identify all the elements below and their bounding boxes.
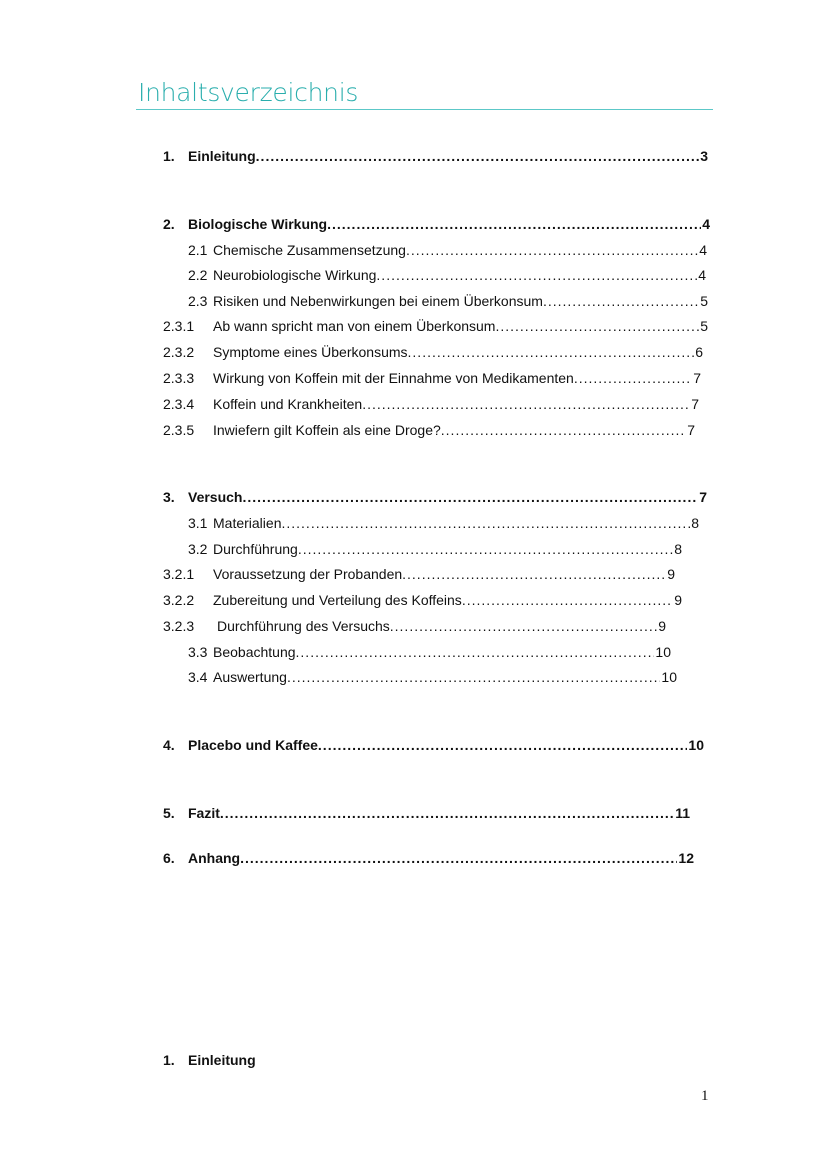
toc-entry-title: Neurobiologische Wirkung	[213, 267, 377, 283]
toc-entry-title: Symptome eines Überkonsums	[213, 344, 408, 360]
section-heading-title: Einleitung	[188, 1052, 256, 1068]
dot-leader	[462, 591, 673, 609]
dot-leader	[298, 540, 673, 558]
toc-entry-number: 2.3.2	[163, 344, 195, 360]
toc-entry-page: 6	[695, 344, 703, 360]
toc-entry-number: 3.2.1	[163, 566, 195, 582]
toc-entry[interactable]	[163, 540, 682, 558]
toc-entry-page: 4	[698, 267, 706, 283]
toc-entry[interactable]	[163, 804, 690, 822]
toc-entry-page: 9	[667, 566, 675, 582]
toc-entry[interactable]	[163, 369, 701, 387]
page-number: 1	[701, 1088, 709, 1104]
toc-entry-title: Anhang	[188, 850, 241, 866]
section-heading	[163, 1052, 256, 1068]
toc-entry-page: 10	[688, 737, 704, 753]
toc-entry[interactable]	[163, 643, 671, 661]
toc-entry-title: Auswertung	[213, 669, 287, 685]
dot-leader	[287, 668, 660, 686]
dot-leader	[281, 514, 690, 532]
toc-entry-number: 3.3	[188, 644, 208, 660]
section-heading-number: 1.	[163, 1052, 175, 1068]
toc-entry[interactable]	[163, 147, 708, 165]
toc-entry-number: 2.3.4	[163, 396, 195, 412]
toc-entry[interactable]	[163, 421, 695, 439]
toc-entry-title: Koffein und Krankheiten	[213, 396, 363, 412]
dot-leader	[390, 617, 657, 635]
toc-entry[interactable]	[163, 292, 708, 310]
toc-entry[interactable]	[163, 617, 666, 635]
dot-leader	[220, 804, 674, 822]
toc-entry-page: 3	[700, 148, 708, 164]
dot-leader	[574, 369, 692, 387]
toc-entry-title: Voraussetzung der Probanden	[213, 566, 403, 582]
toc-entry[interactable]	[163, 241, 707, 259]
toc-entry-title: Durchführung	[213, 541, 298, 557]
toc-entry-page: 9	[674, 592, 682, 608]
dot-leader	[408, 343, 695, 361]
toc-entry-number: 4.	[163, 737, 175, 753]
toc-entry-number: 2.1	[188, 242, 208, 258]
dot-leader	[543, 292, 699, 310]
toc-entry-number: 3.2	[188, 541, 208, 557]
toc-entry-number: 5.	[163, 805, 175, 821]
toc-entry-page: 7	[693, 370, 701, 386]
toc-entry-title: Durchführung des Versuchs	[217, 618, 390, 634]
toc-entry-number: 3.1	[188, 515, 208, 531]
dot-leader	[327, 215, 701, 233]
dot-leader	[376, 266, 697, 284]
toc-entry[interactable]	[163, 591, 682, 609]
toc-entry-page: 5	[700, 318, 708, 334]
toc-entry-number: 6.	[163, 850, 175, 866]
toc-entry-page: 10	[661, 669, 677, 685]
toc-entry-number: 2.3	[188, 293, 208, 309]
toc-entry[interactable]	[163, 395, 699, 413]
toc-entry[interactable]	[163, 736, 704, 754]
toc-entry-page: 9	[658, 618, 666, 634]
dot-leader	[240, 849, 677, 867]
toc-entry[interactable]	[163, 266, 706, 284]
toc-entry-page: 7	[691, 396, 699, 412]
toc-entry-page: 7	[687, 422, 695, 438]
dot-leader	[406, 241, 698, 259]
toc-title: Inhaltsverzeichnis	[138, 78, 359, 107]
toc-entry[interactable]	[163, 215, 710, 233]
toc-entry-title: Chemische Zusammensetzung	[213, 242, 406, 258]
toc-entry-number: 2.2	[188, 267, 208, 283]
toc-entry[interactable]	[163, 343, 703, 361]
toc-entry[interactable]	[163, 668, 677, 686]
toc-entry-number: 3.2.2	[163, 592, 195, 608]
toc-entry-number: 2.3.3	[163, 370, 195, 386]
toc-entry-number: 2.	[163, 216, 175, 232]
toc-entry-title: Materialien	[213, 515, 282, 531]
dot-leader	[256, 147, 700, 165]
toc-entry[interactable]	[163, 317, 708, 335]
toc-entry[interactable]	[163, 514, 699, 532]
dot-leader	[441, 421, 686, 439]
toc-entry-title: Versuch	[188, 489, 243, 505]
toc-entry-title: Risiken und Nebenwirkungen bei einem Überkonsum	[213, 293, 543, 309]
toc-entry-title: Fazit	[188, 805, 220, 821]
toc-entry-page: 8	[691, 515, 699, 531]
toc-entry-page: 8	[674, 541, 682, 557]
dot-leader	[402, 565, 666, 583]
toc-entry-title: Placebo und Kaffee	[188, 737, 318, 753]
toc-entry-number: 2.3.1	[163, 318, 195, 334]
toc-entry-title: Biologische Wirkung	[188, 216, 328, 232]
toc-entry-page: 10	[655, 644, 671, 660]
toc-entry-page: 4	[699, 242, 707, 258]
toc-entry-page: 11	[675, 805, 690, 821]
toc-entry[interactable]	[163, 849, 694, 867]
toc-entry-title: Inwiefern gilt Koffein als eine Droge?	[213, 422, 441, 438]
toc-entry-title: Ab wann spricht man von einem Überkonsum	[213, 318, 496, 334]
toc-entry-page: 12	[678, 850, 694, 866]
toc-entry-number: 3.	[163, 489, 175, 505]
toc-entry-number: 3.4	[188, 669, 208, 685]
dot-leader	[495, 317, 699, 335]
toc-entry-number: 1.	[163, 148, 175, 164]
toc-entry-page: 4	[702, 216, 710, 232]
title-underline	[136, 109, 713, 110]
toc-entry-title: Beobachtung	[213, 644, 296, 660]
toc-entry-number: 3.2.3	[163, 618, 195, 634]
dot-leader	[296, 643, 655, 661]
toc-entry[interactable]	[163, 565, 675, 583]
dot-leader	[318, 736, 688, 754]
toc-entry-page: 7	[699, 489, 707, 505]
dot-leader	[362, 395, 690, 413]
toc-entry-page: 5	[700, 293, 708, 309]
toc-entry-title: Einleitung	[188, 148, 256, 164]
dot-leader	[242, 488, 698, 506]
toc-entry-title: Zubereitung und Verteilung des Koffeins	[213, 592, 462, 608]
toc-entry[interactable]	[163, 488, 707, 506]
toc-entry-title: Wirkung von Koffein mit der Einnahme von Medikamenten	[213, 370, 574, 386]
toc-entry-number: 2.3.5	[163, 422, 195, 438]
